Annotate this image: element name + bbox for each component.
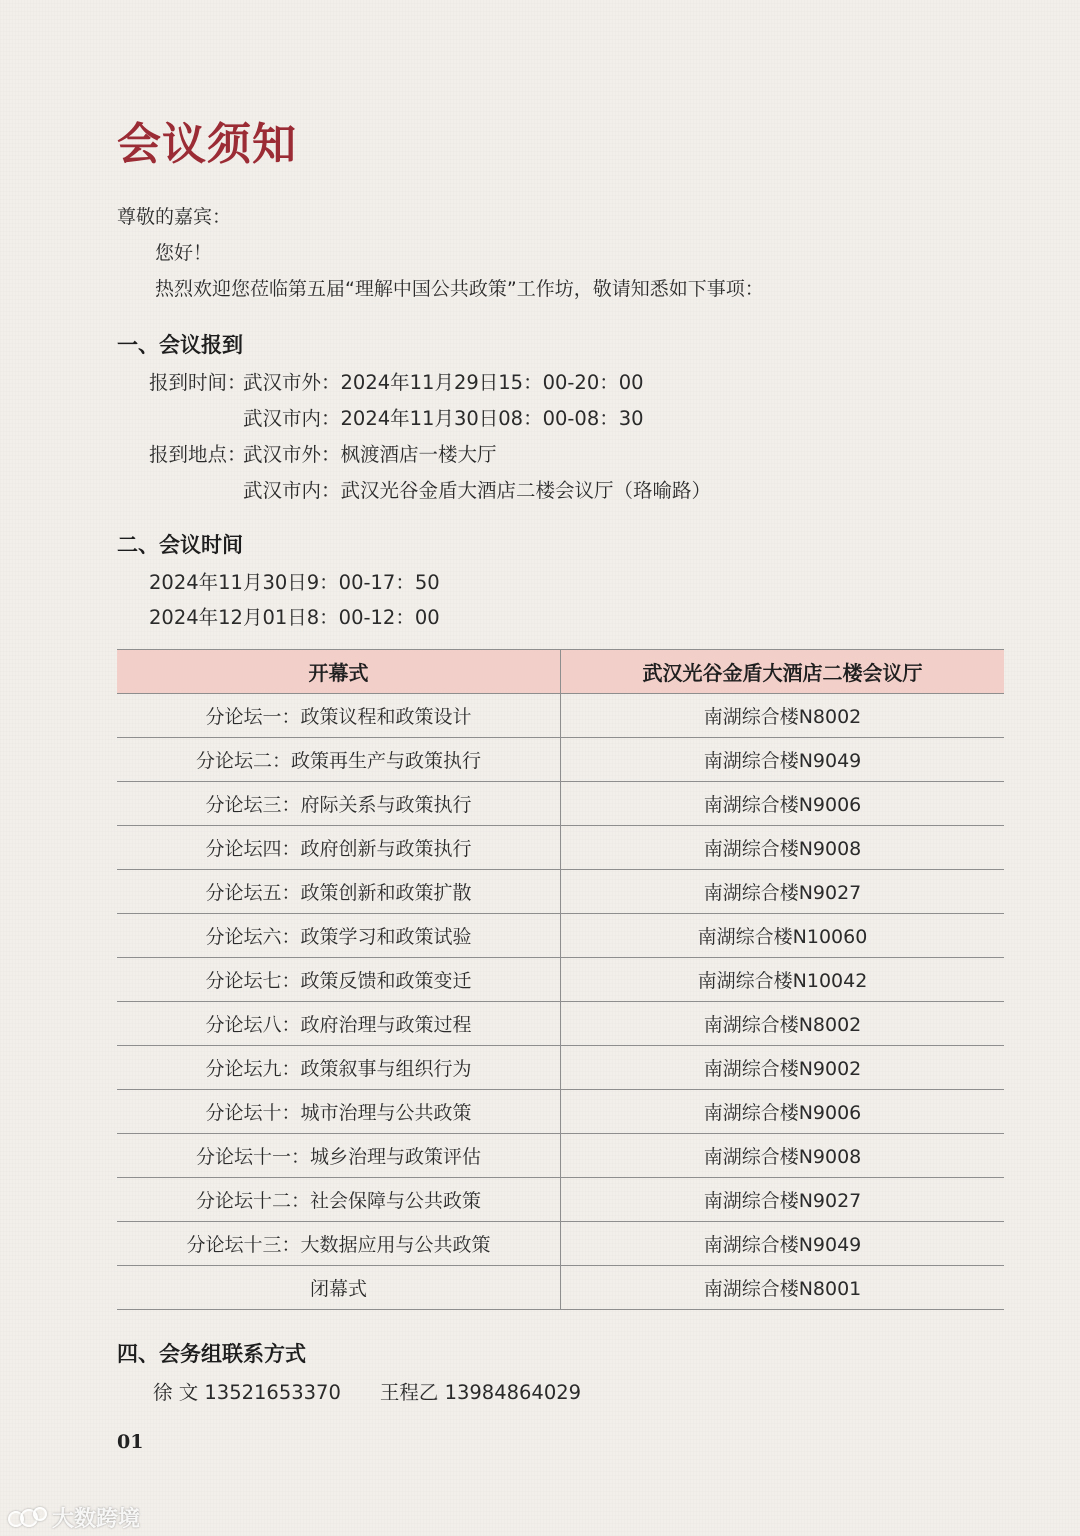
- hello-text: 您好！: [155, 242, 213, 264]
- section-contact-heading: 四、会务组联系方式: [117, 1341, 306, 1366]
- session-name-cell: 分论坛一：政策议程和政策设计: [117, 694, 561, 738]
- section-registration-heading: 一、会议报到: [117, 332, 243, 357]
- schedule-row: [117, 782, 1004, 826]
- session-name-cell: 分论坛九：政策叙事与组织行为: [117, 1046, 561, 1090]
- registration-place-label: 报到地点：: [149, 443, 247, 466]
- schedule-row: [117, 1178, 1004, 1222]
- session-name-cell: 分论坛五：政策创新和政策扩散: [117, 870, 561, 914]
- schedule-row: [117, 826, 1004, 870]
- section-time-heading: 二、会议时间: [117, 532, 243, 557]
- schedule-header-cell: 武汉光谷金盾大酒店二楼会议厅: [561, 650, 1005, 694]
- watermark: [8, 1502, 140, 1533]
- schedule-header-cell: 开幕式: [117, 650, 561, 694]
- page-title: 会议须知: [117, 119, 297, 170]
- schedule-row: [117, 914, 1004, 958]
- watermark-logo-icon: [8, 1507, 46, 1529]
- session-name-cell: 分论坛八：政府治理与政策过程: [117, 1002, 561, 1046]
- session-room-cell: 南湖综合楼N9008: [561, 1134, 1005, 1178]
- schedule-row: [117, 1046, 1004, 1090]
- schedule-row: [117, 738, 1004, 782]
- session-room-cell: 南湖综合楼N8002: [561, 694, 1005, 738]
- schedule-header-row: [117, 650, 1004, 694]
- registration-time-inside: 武汉市内：2024年11月30日08：00-08：30: [243, 407, 644, 430]
- contact-list: 徐 文 13521653370 王程乙 13984864029: [153, 1381, 582, 1404]
- registration-time-outside: 武汉市外：2024年11月29日15：00-20：00: [243, 371, 644, 394]
- meeting-day2: 2024年12月01日8：00-12：00: [149, 606, 440, 629]
- schedule-row: [117, 1002, 1004, 1046]
- session-room-cell: 南湖综合楼N10042: [561, 958, 1005, 1002]
- registration-place-inside: 武汉市内：武汉光谷金盾大酒店二楼会议厅（珞喻路）: [243, 479, 712, 502]
- session-room-cell: 南湖综合楼N9002: [561, 1046, 1005, 1090]
- session-room-cell: 南湖综合楼N9006: [561, 1090, 1005, 1134]
- session-room-cell: 南湖综合楼N9049: [561, 1222, 1005, 1266]
- session-name-cell: 分论坛十二：社会保障与公共政策: [117, 1178, 561, 1222]
- meeting-day1: 2024年11月30日9：00-17：50: [149, 571, 440, 594]
- schedule-row: [117, 1222, 1004, 1266]
- session-name-cell: 分论坛七：政策反馈和政策变迁: [117, 958, 561, 1002]
- page-number: 01: [117, 1431, 144, 1453]
- schedule-row: [117, 958, 1004, 1002]
- session-name-cell: 闭幕式: [117, 1266, 561, 1310]
- registration-time-label: 报到时间：: [149, 371, 247, 394]
- schedule-row: [117, 1090, 1004, 1134]
- schedule-row: [117, 694, 1004, 738]
- schedule-row: [117, 870, 1004, 914]
- session-room-cell: 南湖综合楼N9049: [561, 738, 1005, 782]
- session-room-cell: 南湖综合楼N8001: [561, 1266, 1005, 1310]
- session-name-cell: 分论坛十：城市治理与公共政策: [117, 1090, 561, 1134]
- session-name-cell: 分论坛三：府际关系与政策执行: [117, 782, 561, 826]
- intro-text: 热烈欢迎您莅临第五届“理解中国公共政策”工作坊，敬请知悉如下事项：: [155, 278, 764, 300]
- schedule-row: [117, 1134, 1004, 1178]
- session-name-cell: 分论坛十一：城乡治理与政策评估: [117, 1134, 561, 1178]
- session-name-cell: 分论坛四：政府创新与政策执行: [117, 826, 561, 870]
- session-room-cell: 南湖综合楼N10060: [561, 914, 1005, 958]
- schedule-row: [117, 1266, 1004, 1310]
- registration-place-outside: 武汉市外：枫渡酒店一楼大厅: [243, 443, 497, 466]
- watermark-text: 大数跨境: [52, 1507, 141, 1532]
- schedule-table: [117, 649, 1004, 1310]
- session-room-cell: 南湖综合楼N9006: [561, 782, 1005, 826]
- session-room-cell: 南湖综合楼N9027: [561, 870, 1005, 914]
- session-room-cell: 南湖综合楼N9008: [561, 826, 1005, 870]
- session-room-cell: 南湖综合楼N9027: [561, 1178, 1005, 1222]
- session-name-cell: 分论坛六：政策学习和政策试验: [117, 914, 561, 958]
- session-name-cell: 分论坛二：政策再生产与政策执行: [117, 738, 561, 782]
- salutation: 尊敬的嘉宾：: [117, 206, 232, 228]
- session-room-cell: 南湖综合楼N8002: [561, 1002, 1005, 1046]
- session-name-cell: 分论坛十三：大数据应用与公共政策: [117, 1222, 561, 1266]
